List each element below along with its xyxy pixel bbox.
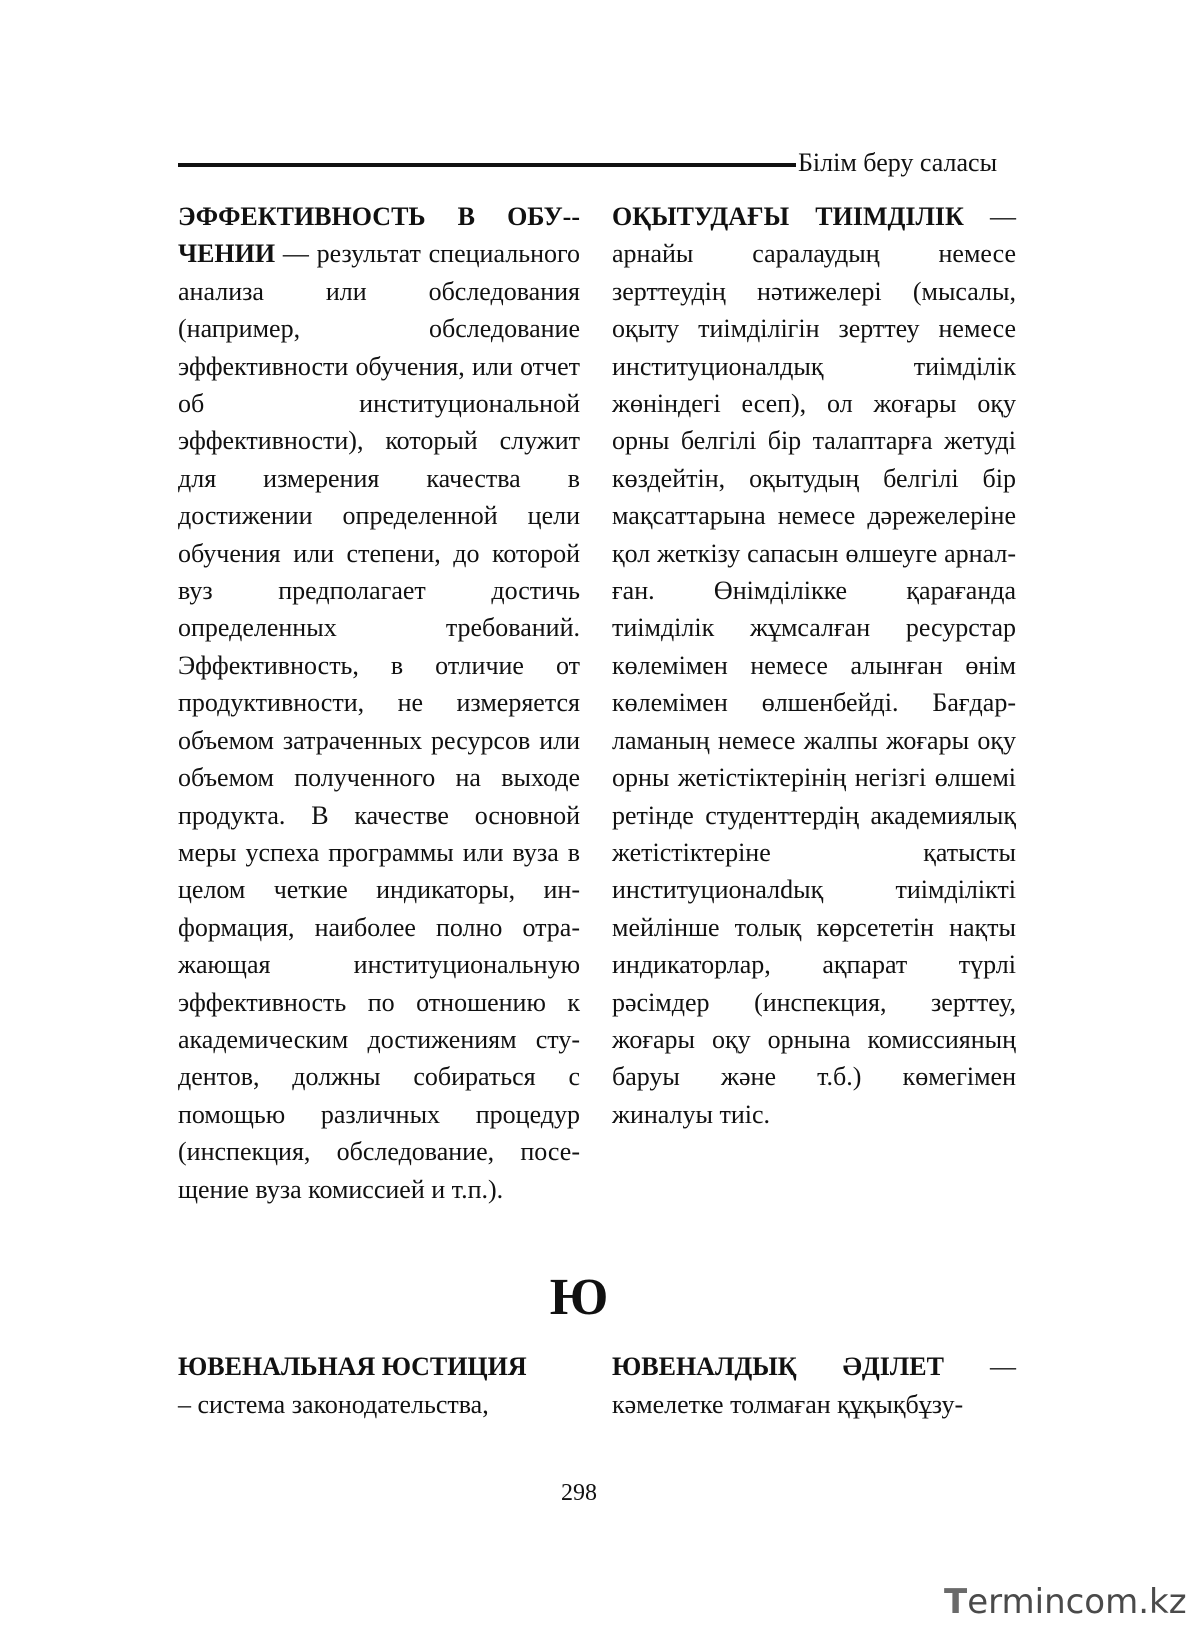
watermark-logo [944, 1578, 1187, 1626]
entry2-left-term: ЮВЕНАЛЬНАЯ ЮСТИЦИЯ [178, 1352, 527, 1381]
entry2-right-text [612, 1348, 1016, 1424]
entry2-left-text [178, 1348, 580, 1424]
entry-left-text [178, 198, 580, 1208]
entry-left-term: ЭФФЕКТИВНОСТЬ В ОБУ-ЧЕНИИ [178, 202, 580, 269]
watermark-text: ermincom.kz [967, 1582, 1187, 1622]
entry2-right [612, 1348, 1016, 1424]
entry-right [612, 198, 1016, 1133]
entry-right-body: — арнайы саралаудың немесе зерттеудің нәтижелері (мысалы, оқыту тиімділігін зерттеу немесе институционалдық тиімділік жөніндегі есеп), ол жоғары оқу орны белгілі бір талаптарға жетуді көздейтін, оқытудың белгілі бір мақсаттарына немесе дәрежелеріне қол жеткізу сапасын өлшеуге арналған. Өнімділікке қарағанда тиімділік жұмсалған ресурстар көлемімен немесе алынған өнім көлемімен өлшенбейді. Бағдарламаның немесе жалпы жоғары оқу орны жетістіктерінің негізгі өлшемі ретінде студенттердің академиялық жетістіктеріне қатысты институционалdық тиімділікті мейлінше толық көрсететін нақты индикаторлар, ақпарат түрлі рәсімдер (инспекция, зерттеу, жоғары оқу орнына комиссияның баруы және т.б.) көмегімен жиналуы тиіс. [612, 202, 1016, 1129]
entry2-left-body: – система законодательства, [178, 1390, 489, 1419]
entry-right-term: ОҚЫТУДАҒЫ ТИІМДІЛІК [612, 202, 964, 231]
page-number: 298 [561, 1480, 597, 1506]
entry-left-body: — результат специального анализа или обследования (например, обследование эффективности обучения, или отчет об институциональной эффективности), который служит для измерения качества в достижении определенной цели обучения или степени, до которой вуз предполагает достичь определенных требований. Эффективность, в отличие от продуктивности, не измеряется объемом затраченных ресурсов или объемом полученного на выходе продукта. В качестве основной меры успеха программы или вуза в целом четкие индикаторы, информация, наиболее полно отражающая институциональную эффективность по отношению к академическим достижениям студентов, должны собираться с помощью различных процедур (инспекция, обследование, посещение вуза комиссией и т.п.). [178, 239, 580, 1204]
running-header: Білім беру саласы [798, 148, 998, 177]
header-rule [178, 163, 796, 167]
entry2-right-term: ЮВЕНАЛДЫҚ ӘДІЛЕТ [612, 1352, 944, 1381]
entry2-left [178, 1348, 580, 1424]
entry-right-text [612, 198, 1016, 1133]
section-letter: Ю [549, 1269, 609, 1326]
entry-left [178, 198, 580, 1208]
entry2-right-body: — кәмелетке толмаған құқықбұзу- [612, 1352, 1016, 1419]
watermark-t: T [944, 1582, 968, 1622]
